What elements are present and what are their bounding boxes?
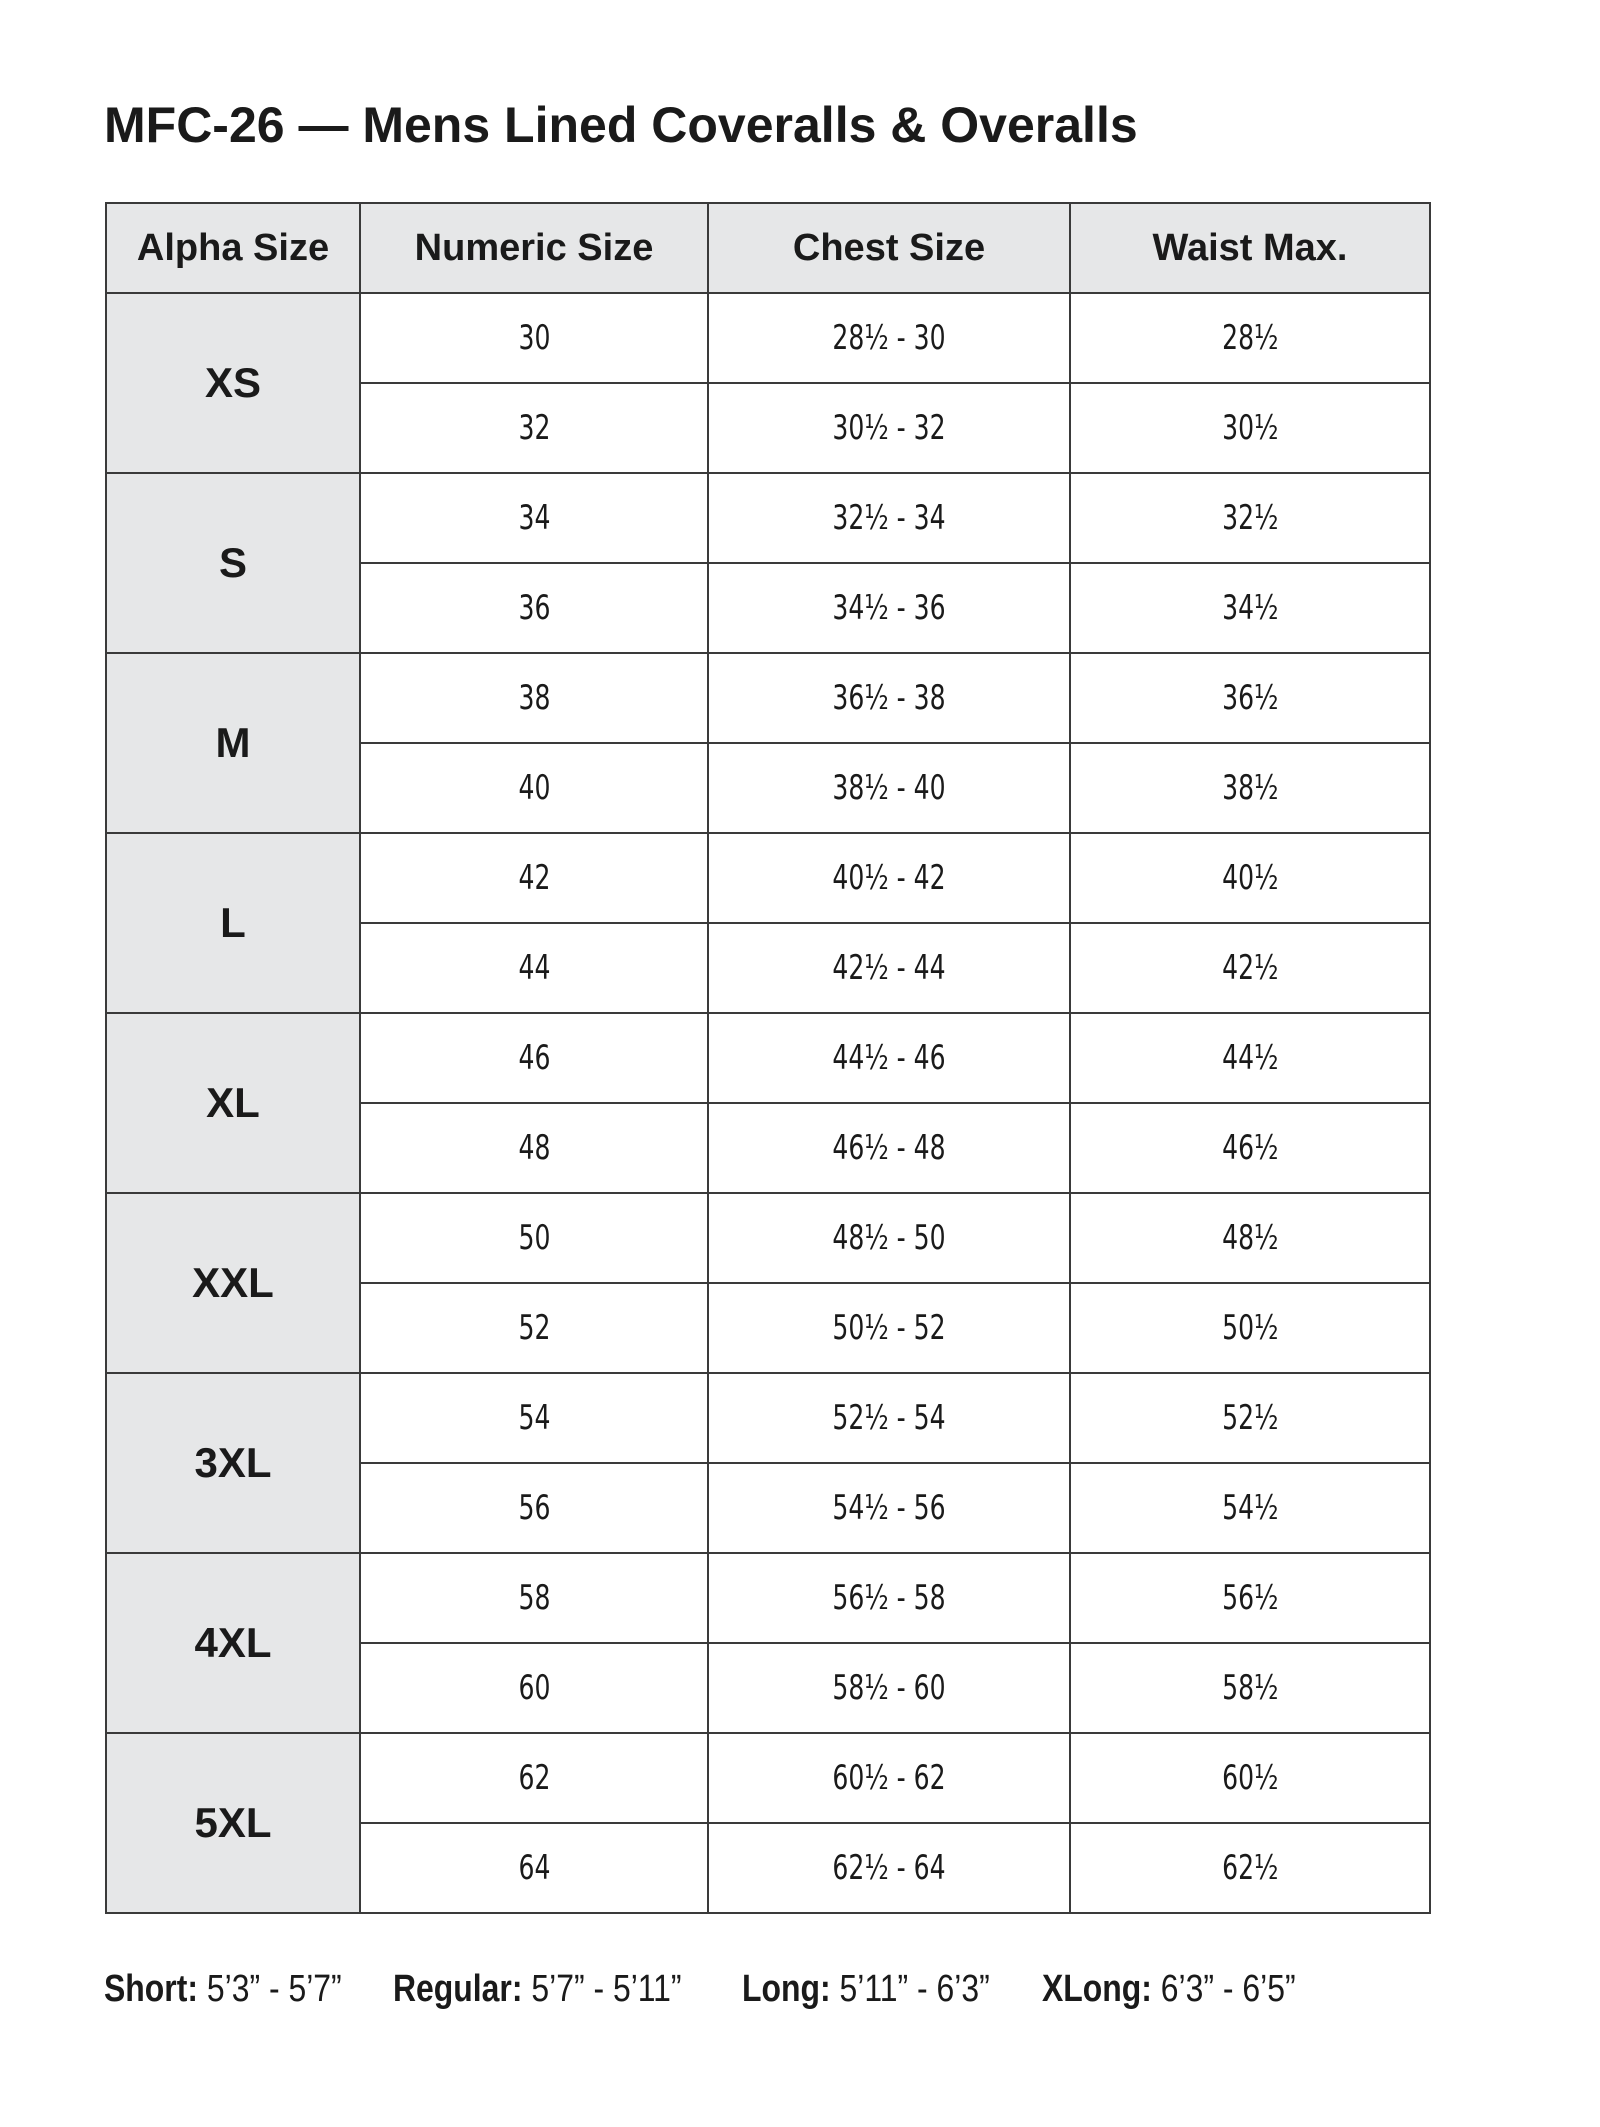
column-header-alpha-size: Alpha Size [106, 203, 360, 293]
waist-max-value: 38½ [1221, 768, 1279, 808]
waist-max-value: 52½ [1221, 1398, 1279, 1438]
table-row [106, 1553, 1430, 1643]
chest-size-cell [708, 1823, 1070, 1913]
numeric-size-cell [360, 563, 708, 653]
waist-max-value: 36½ [1221, 678, 1279, 718]
chest-size-value: 30½ - 32 [832, 408, 946, 448]
column-header-waist-max: Waist Max. [1070, 203, 1430, 293]
chest-size-value: 32½ - 34 [832, 498, 946, 538]
waist-max-cell [1070, 1283, 1430, 1373]
numeric-size-value: 36 [518, 588, 550, 628]
numeric-size-value: 46 [518, 1038, 550, 1078]
chest-size-cell [708, 923, 1070, 1013]
table-header-row [106, 203, 1430, 293]
table-row [106, 1193, 1430, 1283]
chest-size-cell [708, 1733, 1070, 1823]
numeric-size-cell [360, 1643, 708, 1733]
chest-size-cell [708, 1553, 1070, 1643]
waist-max-cell [1070, 653, 1430, 743]
numeric-size-value: 64 [518, 1848, 550, 1888]
waist-max-value: 56½ [1221, 1578, 1279, 1618]
chest-size-value: 50½ - 52 [832, 1308, 946, 1348]
alpha-size-cell: XXL [106, 1193, 360, 1373]
waist-max-cell [1070, 1733, 1430, 1823]
waist-max-cell [1070, 1643, 1430, 1733]
chest-size-cell [708, 833, 1070, 923]
size-chart-table [105, 202, 1431, 1914]
column-header-numeric-size: Numeric Size [360, 203, 708, 293]
chest-size-value: 40½ - 42 [832, 858, 946, 898]
alpha-size-cell: M [106, 653, 360, 833]
height-legend-label: Short: [104, 1968, 198, 2010]
numeric-size-cell [360, 1193, 708, 1283]
chest-size-cell [708, 653, 1070, 743]
chest-size-cell [708, 1463, 1070, 1553]
numeric-size-cell [360, 653, 708, 743]
numeric-size-cell [360, 1373, 708, 1463]
height-legend-label: XLong: [1042, 1968, 1152, 2010]
height-legend-value: 6’3” - 6’5” [1160, 1968, 1296, 2010]
numeric-size-value: 52 [518, 1308, 550, 1348]
chest-size-value: 36½ - 38 [832, 678, 946, 718]
alpha-size-cell: 5XL [106, 1733, 360, 1913]
waist-max-cell [1070, 1463, 1430, 1553]
chest-size-value: 44½ - 46 [832, 1038, 946, 1078]
numeric-size-cell [360, 833, 708, 923]
chest-size-cell [708, 293, 1070, 383]
waist-max-cell [1070, 563, 1430, 653]
numeric-size-cell [360, 1553, 708, 1643]
page-title: MFC-26 — Mens Lined Coveralls & Overalls [104, 97, 1138, 153]
numeric-size-value: 38 [518, 678, 550, 718]
waist-max-value: 42½ [1221, 948, 1279, 988]
chest-size-cell [708, 563, 1070, 653]
height-legend-item [393, 1968, 682, 2011]
waist-max-value: 50½ [1221, 1308, 1279, 1348]
alpha-size-cell: L [106, 833, 360, 1013]
chest-size-cell [708, 473, 1070, 563]
chest-size-value: 58½ - 60 [832, 1668, 946, 1708]
alpha-size-cell: 4XL [106, 1553, 360, 1733]
alpha-size-cell: S [106, 473, 360, 653]
waist-max-value: 48½ [1221, 1218, 1279, 1258]
waist-max-cell [1070, 383, 1430, 473]
table-row [106, 473, 1430, 563]
height-legend [104, 1968, 1344, 2011]
waist-max-value: 28½ [1221, 318, 1279, 358]
numeric-size-cell [360, 923, 708, 1013]
numeric-size-value: 50 [518, 1218, 550, 1258]
height-legend-value: 5’11” - 6’3” [839, 1968, 990, 2010]
height-legend-label: Long: [741, 1968, 831, 2010]
numeric-size-cell [360, 1733, 708, 1823]
waist-max-value: 32½ [1221, 498, 1279, 538]
waist-max-value: 44½ [1221, 1038, 1279, 1078]
alpha-size-cell: XS [106, 293, 360, 473]
waist-max-value: 30½ [1221, 408, 1279, 448]
waist-max-value: 58½ [1221, 1668, 1279, 1708]
chest-size-value: 28½ - 30 [832, 318, 946, 358]
numeric-size-value: 48 [518, 1128, 550, 1168]
waist-max-cell [1070, 923, 1430, 1013]
numeric-size-cell [360, 1463, 708, 1553]
numeric-size-value: 56 [518, 1488, 550, 1528]
numeric-size-value: 42 [518, 858, 550, 898]
table-row [106, 1733, 1430, 1823]
numeric-size-cell [360, 1823, 708, 1913]
numeric-size-value: 34 [518, 498, 550, 538]
table-row [106, 833, 1430, 923]
numeric-size-cell [360, 473, 708, 563]
numeric-size-value: 54 [518, 1398, 550, 1438]
chest-size-value: 46½ - 48 [832, 1128, 946, 1168]
waist-max-cell [1070, 1103, 1430, 1193]
table-row [106, 293, 1430, 383]
chest-size-value: 52½ - 54 [832, 1398, 946, 1438]
numeric-size-value: 30 [518, 318, 550, 358]
numeric-size-value: 44 [518, 948, 550, 988]
chest-size-cell [708, 743, 1070, 833]
waist-max-cell [1070, 473, 1430, 563]
height-legend-label: Regular: [392, 1968, 522, 2010]
chest-size-cell [708, 383, 1070, 473]
height-legend-value: 5’7” - 5’11” [530, 1968, 682, 2010]
chest-size-cell [708, 1373, 1070, 1463]
numeric-size-value: 32 [518, 408, 550, 448]
numeric-size-value: 40 [518, 768, 550, 808]
table-row [106, 653, 1430, 743]
chest-size-value: 54½ - 56 [832, 1488, 946, 1528]
numeric-size-cell [360, 1283, 708, 1373]
waist-max-cell [1070, 1013, 1430, 1103]
height-legend-item [104, 1968, 342, 2011]
waist-max-cell [1070, 1553, 1430, 1643]
waist-max-cell [1070, 743, 1430, 833]
alpha-size-cell: XL [106, 1013, 360, 1193]
height-legend-item [742, 1968, 990, 2011]
waist-max-value: 40½ [1221, 858, 1279, 898]
chest-size-value: 42½ - 44 [832, 948, 946, 988]
chest-size-value: 34½ - 36 [832, 588, 946, 628]
table-row [106, 1373, 1430, 1463]
chest-size-cell [708, 1103, 1070, 1193]
numeric-size-cell [360, 293, 708, 383]
chest-size-value: 38½ - 40 [832, 768, 946, 808]
waist-max-cell [1070, 293, 1430, 383]
chest-size-cell [708, 1643, 1070, 1733]
numeric-size-value: 58 [518, 1578, 550, 1618]
waist-max-cell [1070, 833, 1430, 923]
numeric-size-value: 62 [518, 1758, 550, 1798]
table-body [106, 293, 1430, 1913]
chest-size-cell [708, 1193, 1070, 1283]
numeric-size-value: 60 [518, 1668, 550, 1708]
alpha-size-cell: 3XL [106, 1373, 360, 1553]
waist-max-cell [1070, 1373, 1430, 1463]
waist-max-value: 62½ [1221, 1848, 1279, 1888]
column-header-chest-size: Chest Size [708, 203, 1070, 293]
waist-max-cell [1070, 1823, 1430, 1913]
numeric-size-cell [360, 1103, 708, 1193]
chest-size-cell [708, 1013, 1070, 1103]
waist-max-value: 54½ [1221, 1488, 1279, 1528]
chest-size-value: 48½ - 50 [832, 1218, 946, 1258]
chest-size-value: 60½ - 62 [832, 1758, 946, 1798]
height-legend-value: 5’3” - 5’7” [206, 1968, 342, 2010]
numeric-size-cell [360, 1013, 708, 1103]
waist-max-value: 60½ [1221, 1758, 1279, 1798]
waist-max-cell [1070, 1193, 1430, 1283]
chest-size-value: 62½ - 64 [832, 1848, 946, 1888]
chest-size-cell [708, 1283, 1070, 1373]
waist-max-value: 46½ [1221, 1128, 1279, 1168]
chest-size-value: 56½ - 58 [832, 1578, 946, 1618]
numeric-size-cell [360, 743, 708, 833]
numeric-size-cell [360, 383, 708, 473]
table-row [106, 1013, 1430, 1103]
waist-max-value: 34½ [1221, 588, 1279, 628]
height-legend-item [1042, 1968, 1296, 2011]
